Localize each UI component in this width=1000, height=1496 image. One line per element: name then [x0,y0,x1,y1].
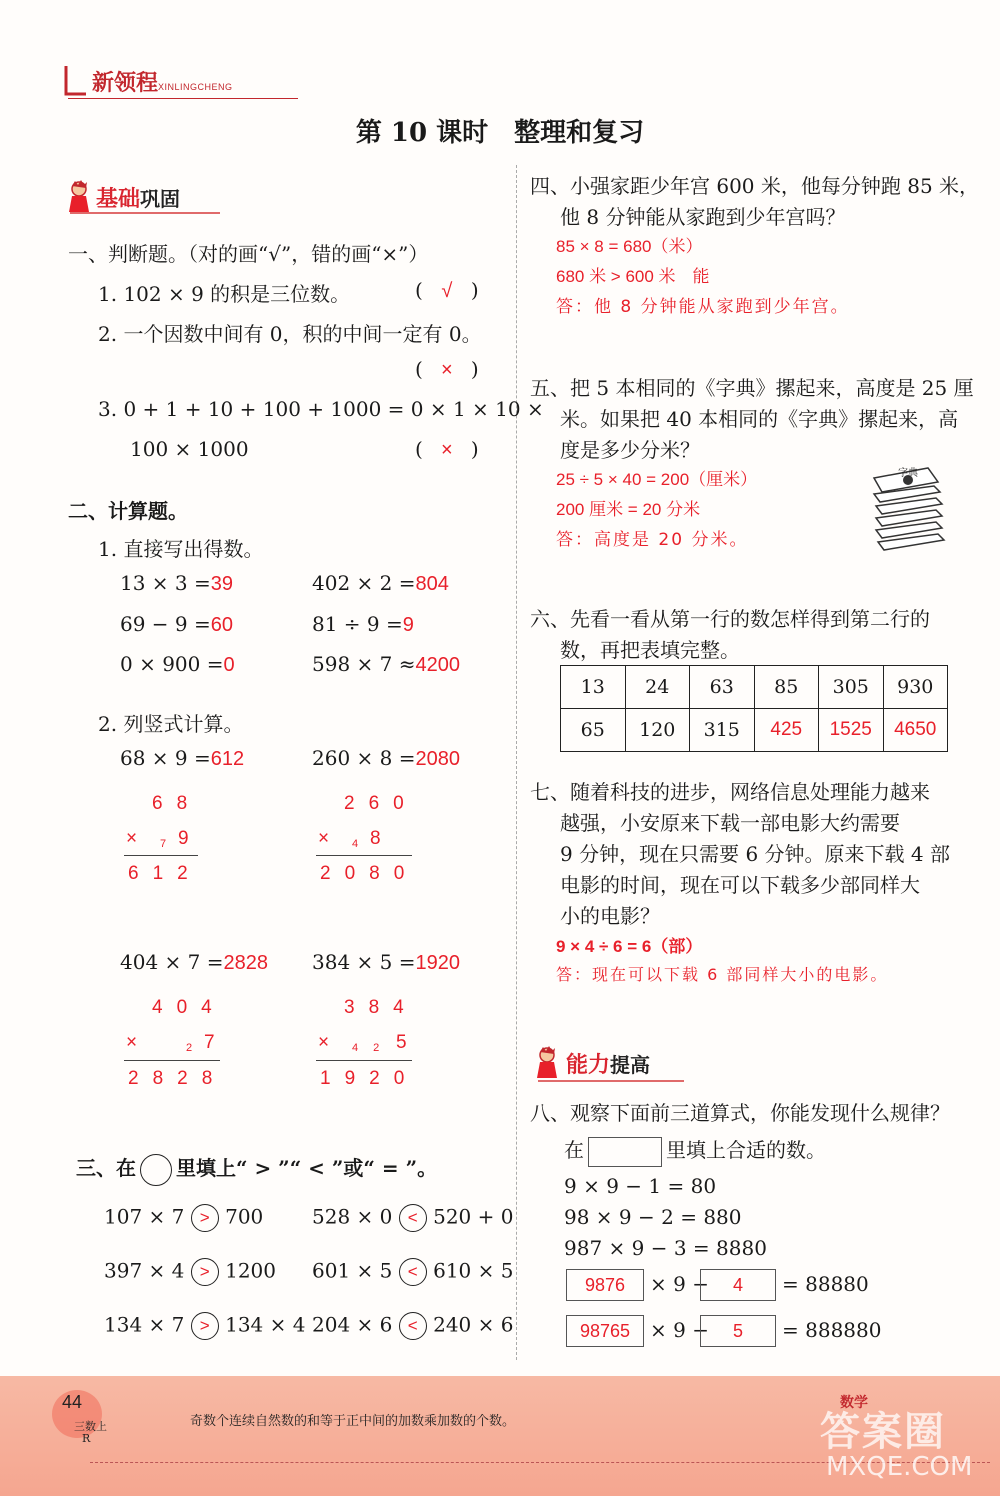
vert-question: 384 × 5 =1920 [312,950,460,974]
fill-box[interactable]: 4 [700,1269,776,1301]
vert-result: 612 [128,863,202,884]
compare-row: 601 × 5 < 610 × 5 [312,1258,513,1286]
s4-answer-3: 答：他 8 分钟能从家跑到少年宫。 [556,297,850,317]
s7-question-cont: 9 分钟，现在只需要 6 分钟。原来下载 4 部 [560,842,950,866]
fill-box[interactable]: 98765 [566,1315,644,1347]
vert-multiplier: 7 [204,1032,229,1053]
s5-answer-3: 答：高度是 20 分米。 [556,530,749,550]
s7-answer-2: 答：现在可以下载 6 部同样大小的电影。 [556,965,889,984]
footer-tip: 奇数个连续自然数的和等于正中间的加数乘加数的个数。 [190,1414,516,1429]
vert-question: 404 × 7 =2828 [120,950,268,974]
vert-times: × [318,1032,344,1053]
s1-q1-answer: ( √ ) [415,278,479,302]
s8-formula-mid: × 9 − [650,1272,709,1296]
s1-q3-cont: 100 × 1000 [130,437,249,461]
s7-question: 七、随着科技的进步，网络信息处理能力越来 [530,780,930,804]
table-cell: 13 [561,666,626,709]
table-cell: 65 [561,709,626,752]
s8-question: 八、观察下面前三道算式，你能发现什么规律？ [530,1101,950,1125]
vert-top: 384 [344,997,418,1018]
s8-formula-mid: × 9 − [650,1318,709,1342]
mascot-icon [66,180,92,214]
s7-question-cont: 越强，小安原来下载一部电影大约需要 [560,811,900,835]
table-cell: 24 [625,666,690,709]
vert-carry: 4 [352,838,359,850]
s8-formula-end: = 88880 [782,1272,869,1296]
table-cell: 930 [883,666,948,709]
calc-item: 402 × 2 =804 [312,571,449,595]
compare-circle[interactable]: < [399,1258,427,1286]
vert-line [124,855,198,856]
vert-top: 68 [152,793,202,814]
book-icon [62,62,90,98]
brand-name: 新领程 [92,70,159,96]
compare-circle[interactable]: < [399,1312,427,1340]
s5-question-cont2: 度是多少分米？ [560,438,700,462]
s2-title: 二、计算题。 [68,499,188,523]
vert-multiplier: 5 [396,1032,421,1053]
s1-q3-answer: ( × ) [415,437,479,461]
vert-line [316,855,412,856]
vert-line [316,1060,412,1061]
watermark-logo: 答案圈 [820,1409,946,1455]
vert-question: 260 × 8 =2080 [312,746,460,770]
vert-carry: 7 [160,838,167,850]
s4-question-cont: 他 8 分钟能从家跑到少年宫吗？ [560,205,846,229]
blank-box-icon [588,1137,662,1167]
calc-item: 598 × 7 ≈4200 [312,652,460,676]
s1-q3: 3. 0 + 1 + 10 + 100 + 1000 = 0 × 1 × 10 × [98,397,544,421]
compare-row: 397 × 4 > 1200 [104,1258,276,1286]
basic-heading-line [70,212,220,214]
s7-answer-1: 9 × 4 ÷ 6 = 6（部） [556,937,703,956]
vert-result: 1920 [320,1068,419,1089]
number-table [560,665,948,752]
table-row [561,666,948,709]
table-cell-answer: 1525 [819,709,884,752]
vert-multiplier: 8 [370,828,395,849]
compare-row: 204 × 6 < 240 × 6 [312,1312,513,1340]
s4-answer-2: 680 米 > 600 米 能 [556,267,710,286]
s3-title: 三、在 里填上“ > ”“ < ”或“ = ”。 [76,1152,437,1186]
calc-item: 81 ÷ 9 =9 [312,612,414,636]
vert-carry: 2 [186,1042,193,1054]
s5-answer-1: 25 ÷ 5 × 40 = 200（厘米） [556,470,758,489]
s6-question: 六、先看一看从第一行的数怎样得到第二行的 [530,607,930,631]
edition-label: R [82,1432,91,1445]
vert-top: 260 [344,793,418,814]
compare-circle[interactable]: > [191,1312,219,1340]
s1-q2-answer: ( × ) [415,357,479,381]
compare-circle[interactable]: > [191,1204,219,1232]
vert-question: 68 × 9 =612 [120,746,245,770]
vert-times: × [318,828,344,849]
s8-example: 98 × 9 − 2 = 880 [564,1205,742,1229]
blank-circle-icon [140,1154,172,1186]
brand-logo [62,62,302,102]
vert-result: 2828 [128,1068,227,1089]
page-title: 第 10 课时 整理和复习 [355,118,645,148]
calc-item: 0 × 900 =0 [120,652,235,676]
s1-q2: 2. 一个因数中间有 0，积的中间一定有 0。 [98,322,482,346]
page-number: 44 [62,1392,83,1412]
mascot-icon [534,1046,560,1080]
s6-question-cont: 数，再把表填完整。 [560,638,740,662]
s7-question-cont: 小的电影？ [560,904,660,928]
compare-row: 134 × 7 > 134 × 4 [104,1312,305,1340]
brand-pinyin: XINLINGCHENG [158,82,233,92]
column-divider [516,165,517,1360]
table-cell: 63 [690,666,755,709]
s1-q1: 1. 102 × 9 的积是三位数。 [98,282,351,306]
ability-heading-line [538,1080,684,1082]
dictionary-label: 字典 [898,468,918,479]
s1-title: 一、判断题。（对的画“√”，错的画“×”） [68,242,429,266]
s4-answer-1: 85 × 8 = 680（米） [556,237,703,256]
fill-box[interactable]: 5 [700,1315,776,1347]
table-cell: 120 [625,709,690,752]
s8-example: 987 × 9 − 3 = 8880 [564,1236,767,1260]
vert-line [124,1060,220,1061]
subject-label: 数学 [840,1395,868,1411]
vert-times: × [126,1032,152,1053]
s5-answer-2: 200 厘米 = 20 分米 [556,500,701,519]
brand-underline [68,98,298,99]
vert-carry: 4 2 [352,1042,386,1054]
table-cell: 85 [754,666,819,709]
basic-heading: 基础巩固 [96,186,181,212]
s7-question-cont: 电影的时间，现在可以下载多少部同样大 [560,873,920,897]
calc-item: 69 − 9 =60 [120,612,234,636]
table-cell: 305 [819,666,884,709]
table-row [561,709,948,752]
ability-heading: 能力提高 [566,1052,651,1078]
s8-formula-end: = 888880 [782,1318,882,1342]
s2-sub2: 2. 列竖式计算。 [98,712,244,736]
s5-question: 五、把 5 本相同的《字典》摞起来，高度是 25 厘 [530,376,974,400]
vert-multiplier: 9 [178,828,203,849]
compare-circle[interactable]: > [191,1258,219,1286]
compare-circle[interactable]: < [399,1204,427,1232]
s2-sub1: 1. 直接写出得数。 [98,537,264,561]
s8-example: 9 × 9 − 1 = 80 [564,1174,717,1198]
compare-row: 107 × 7 > 700 [104,1204,263,1232]
table-cell: 315 [690,709,755,752]
vert-result: 2080 [320,863,419,884]
table-cell-answer: 425 [754,709,819,752]
table-cell-answer: 4650 [883,709,948,752]
s4-question: 四、小强家距少年宫 600 米，他每分钟跑 85 米， [530,174,980,198]
vert-top: 404 [152,997,226,1018]
vert-times: × [126,828,152,849]
compare-row: 528 × 0 < 520 + 0 [312,1204,513,1232]
s5-question-cont: 米。如果把 40 本相同的《字典》摞起来，高 [560,407,959,431]
grade-label: 三数上 [74,1420,107,1433]
watermark-url: MXQE.COM [826,1452,973,1482]
fill-box[interactable]: 9876 [566,1269,644,1301]
s8-instruction: 在 里填上合适的数。 [564,1134,826,1167]
calc-item: 13 × 3 =39 [120,571,234,595]
